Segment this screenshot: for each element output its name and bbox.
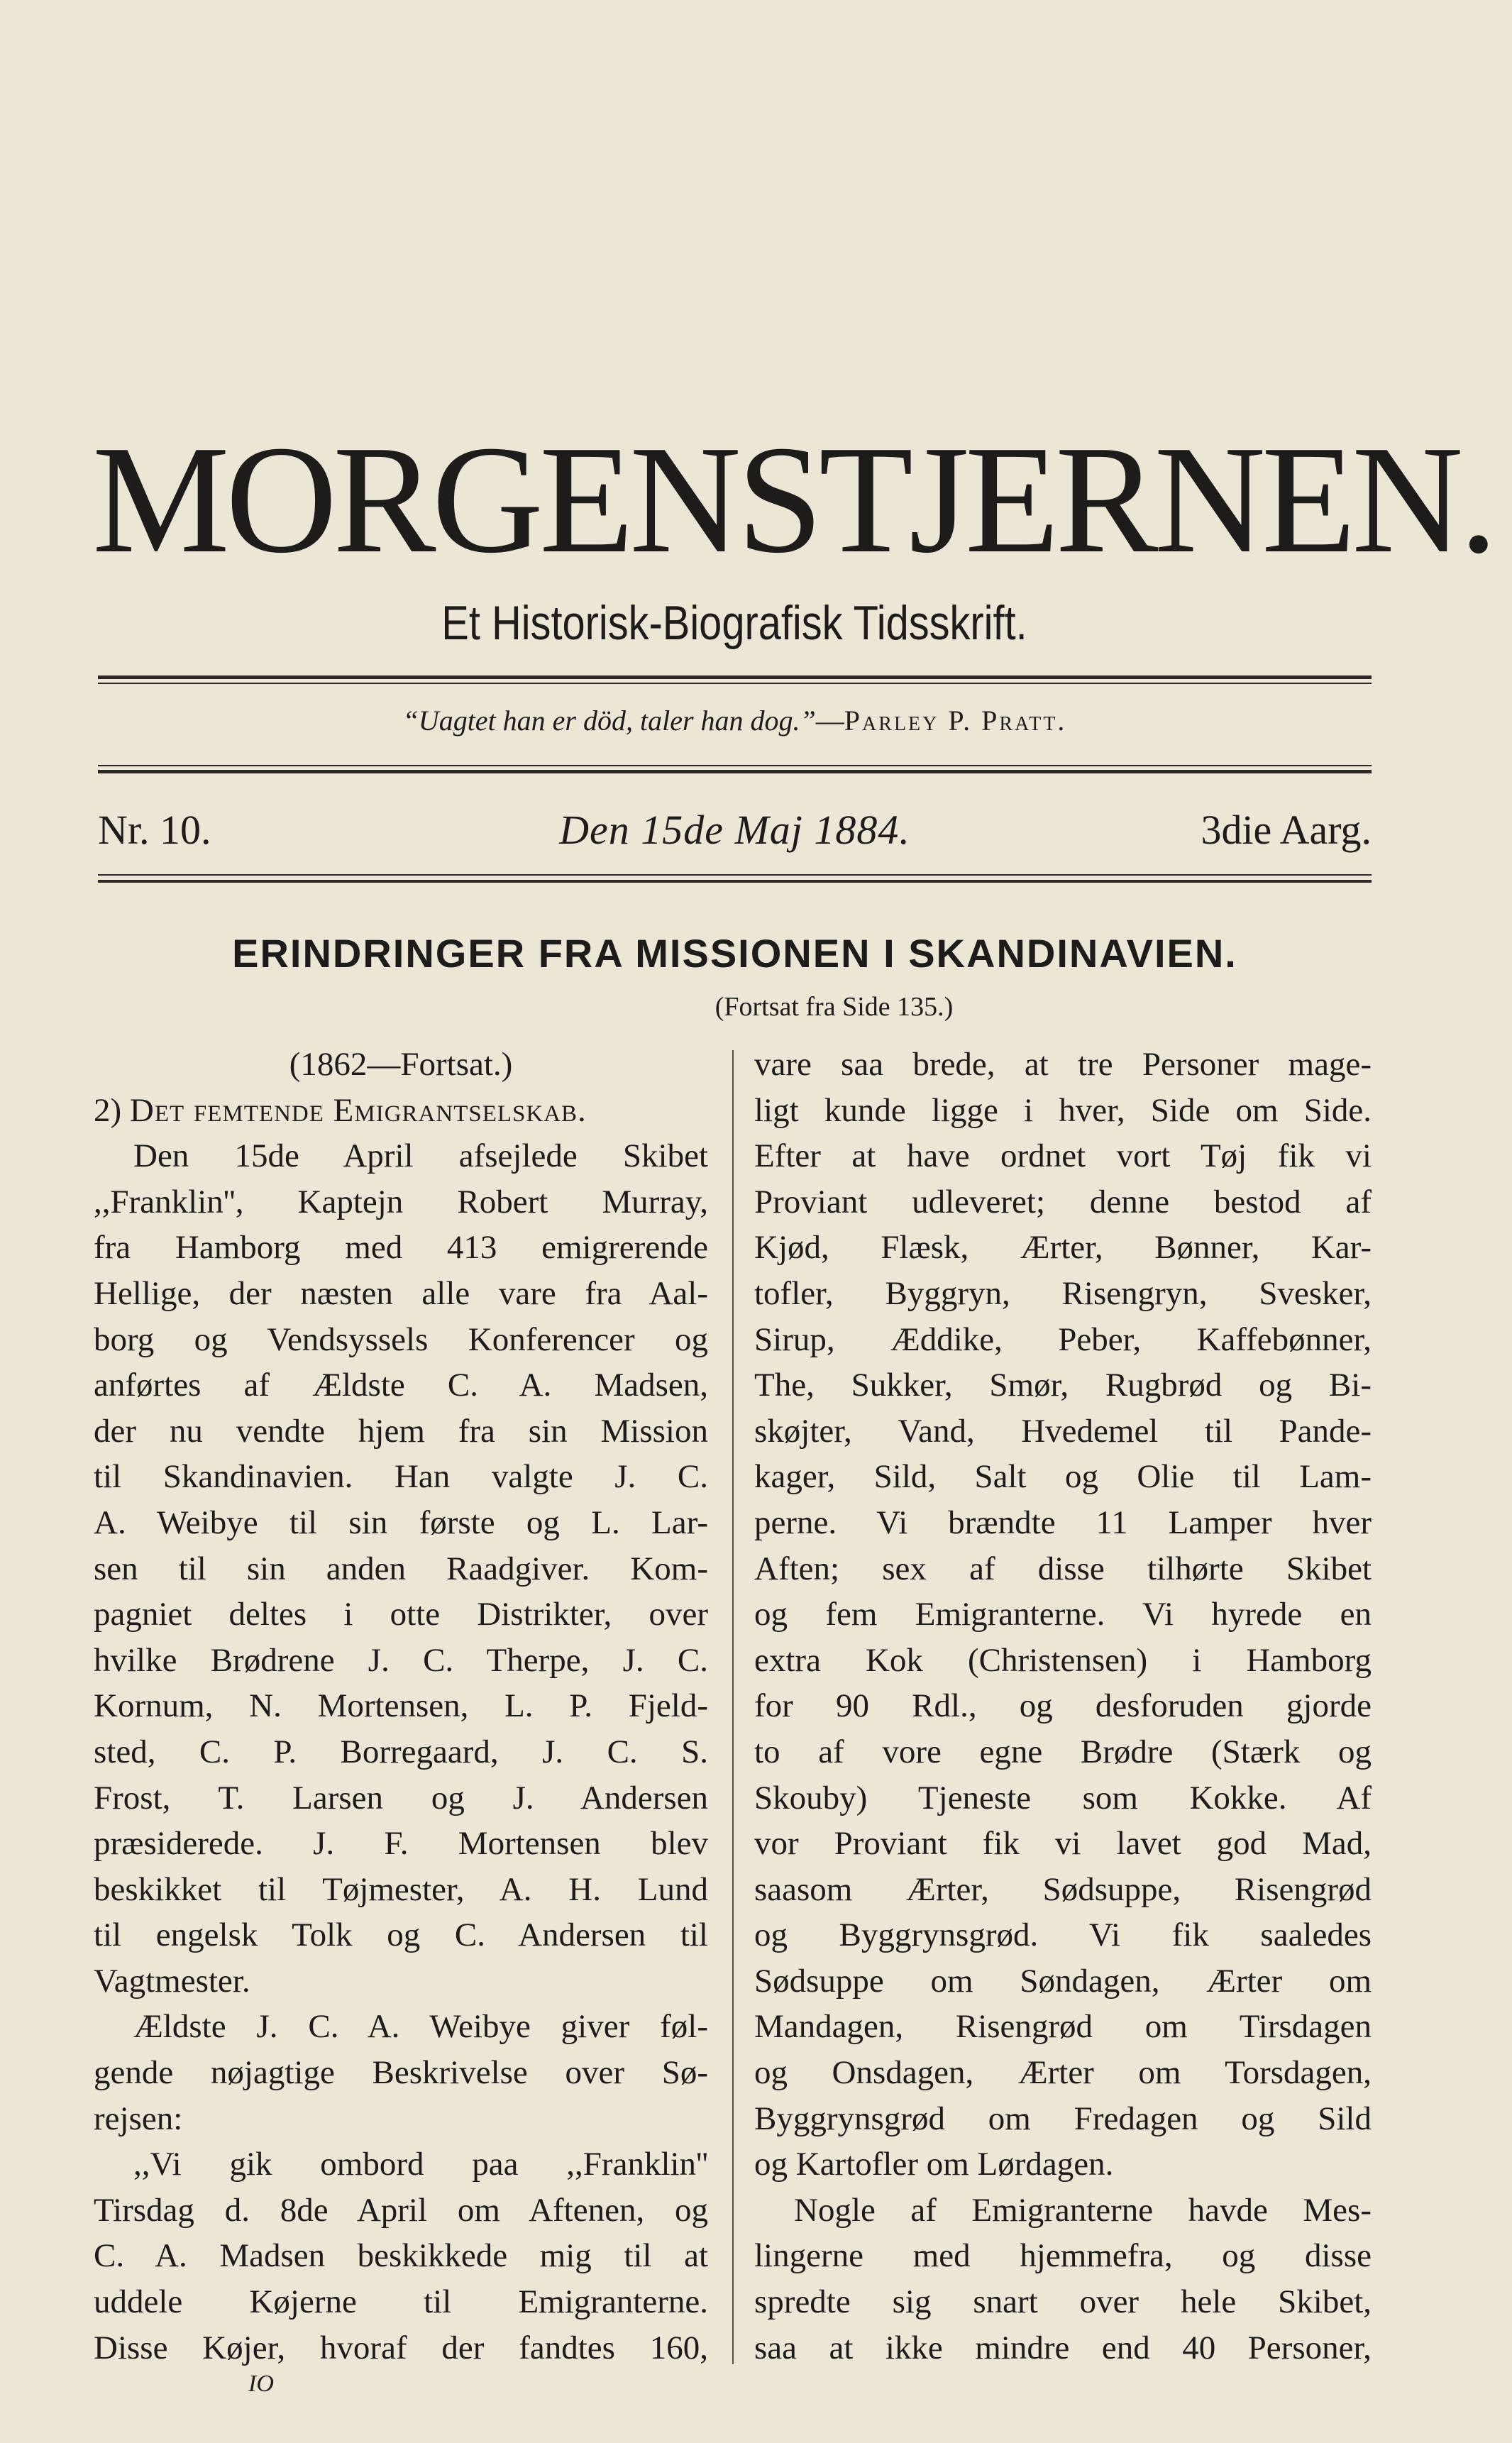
issue-row [98, 802, 1372, 859]
text-line: og Kartofler om Lørdagen. [754, 2146, 1114, 2183]
section-number: 2) [94, 1091, 130, 1129]
rule-mid-thin [98, 765, 1372, 766]
text-line: og Byggrynsgrød. Vi fik saaledes [754, 1917, 1372, 1954]
text-line: for 90 Rdl., og desforuden gjorde [754, 1687, 1372, 1725]
section-title: Det femtende Emigrantselskab. [129, 1091, 587, 1129]
issue-date: Den 15de Maj 1884. [559, 807, 910, 853]
text-line: sen til sin anden Raadgiver. Kom- [94, 1550, 708, 1587]
text-line: The, Sukker, Smør, Rugbrød og Bi- [754, 1367, 1372, 1404]
text-line: Skouby) Tjeneste som Kokke. Af [754, 1779, 1372, 1816]
text-line: anførtes af Ældste C. A. Madsen, [94, 1367, 708, 1404]
text-line: rejsen: [94, 2100, 183, 2137]
text-line: Kjød, Flæsk, Ærter, Bønner, Kar- [754, 1229, 1372, 1267]
text-line: Kornum, N. Mortensen, L. P. Fjeld- [94, 1687, 708, 1725]
text-line: vare saa brede, at tre Personer mage- [754, 1046, 1372, 1083]
text-line: uddele Køjerne til Emigranterne. [94, 2283, 708, 2321]
text-line: tofler, Byggryn, Risengryn, Svesker, [754, 1274, 1372, 1312]
epigraph [98, 702, 1372, 739]
text-line: pagniet deltes i otte Distrikter, over [94, 1596, 708, 1633]
text-line: borg og Vendsyssels Konferencer og [94, 1320, 708, 1358]
signature-mark: IO [248, 2371, 274, 2397]
text-line: saa at ikke mindre end 40 Personer, [754, 2329, 1372, 2366]
masthead-title: MORGENSTJERNEN. [92, 414, 1494, 585]
text-line: beskikket til Tøjmester, A. H. Lund [94, 1870, 708, 1908]
text-line: A. Weibye til sin første og L. Lar- [94, 1504, 708, 1541]
rule-mid-thick [98, 770, 1372, 773]
text-line: Vagtmester. [94, 1962, 250, 2000]
text-line: Tirsdag d. 8de April om Aftenen, og [94, 2191, 708, 2229]
text-line: Ældste J. C. A. Weibye giver føl- [133, 2008, 708, 2046]
text-line: Nogle af Emigranterne havde Mes- [794, 2191, 1372, 2229]
text-line: gende nøjagtige Beskrivelse over Sø- [94, 2054, 708, 2092]
text-line: extra Kok (Christensen) i Hamborg [754, 1641, 1372, 1679]
issue-number: Nr. 10. [98, 807, 211, 853]
article-headline: ERINDRINGER FRA MISSIONEN I SKANDINAVIEN. [232, 931, 1237, 976]
text-line: til engelsk Tolk og C. Andersen til [94, 1917, 708, 1954]
line: (1862—Fortsat.) [289, 1046, 513, 1083]
section-heading [94, 1088, 708, 1134]
left-column [94, 1042, 708, 2371]
text-line: hvilke Brødrene J. C. Therpe, J. C. [94, 1641, 708, 1679]
right-column [754, 1042, 1372, 2371]
text-line: kager, Sild, Salt og Olie til Lam- [754, 1458, 1372, 1496]
text-line: Efter at have ordnet vort Tøj fik vi [754, 1137, 1372, 1175]
text-line: fra Hamborg med 413 emigrerende [94, 1229, 708, 1267]
continued-note: (Fortsat fra Side 135.) [714, 992, 954, 1022]
rule-top-thick [98, 675, 1372, 679]
text-line: perne. Vi brændte 11 Lamper hver [754, 1504, 1372, 1541]
epigraph-author: Parley P. Pratt. [844, 705, 1067, 737]
rule-issue-thick [98, 880, 1372, 883]
text-line: spredte sig snart over hele Skibet, [754, 2283, 1372, 2321]
text-line: Proviant udleveret; denne bestod af [754, 1183, 1372, 1220]
text-line: saasom Ærter, Sødsuppe, Risengrød [754, 1870, 1372, 1908]
text-line: og fem Emigranterne. Vi hyrede en [754, 1596, 1372, 1633]
text-line: Hellige, der næsten alle vare fra Aal- [94, 1274, 708, 1312]
masthead-subtitle: Et Historisk-Biografisk Tidsskrift. [441, 596, 1027, 650]
text-line: Sødsuppe om Søndagen, Ærter om [754, 1962, 1372, 2000]
text-line: ,,Franklin'', Kaptejn Robert Murray, [94, 1183, 708, 1220]
text-line: to af vore egne Brødre (Stærk og [754, 1733, 1372, 1770]
text-line: Mandagen, Risengrød om Tirsdagen [754, 2008, 1372, 2046]
text-line: sted, C. P. Borregaard, J. C. S. [94, 1733, 708, 1770]
text-line: ,,Vi gik ombord paa ,,Franklin'' [133, 2146, 708, 2183]
text-line: Frost, T. Larsen og J. Andersen [94, 1779, 708, 1816]
text-line: Sirup, Æddike, Peber, Kaffebønner, [754, 1320, 1372, 1358]
text-line: lingerne med hjemmefra, og disse [754, 2237, 1372, 2275]
text-line: Byggrynsgrød om Fredagen og Sild [754, 2100, 1372, 2137]
text-line: Aften; sex af disse tilhørte Skibet [754, 1550, 1372, 1587]
text-line: Den 15de April afsejlede Skibet [133, 1137, 708, 1175]
text-line: C. A. Madsen beskikkede mig til at [94, 2237, 708, 2275]
issue-volume: 3die Aarg. [1201, 807, 1372, 853]
column-divider [732, 1050, 734, 2364]
epigraph-dash: — [815, 705, 844, 737]
text-line: og Onsdagen, Ærter om Torsdagen, [754, 2054, 1372, 2092]
text-line: præsiderede. J. F. Mortensen blev [94, 1825, 708, 1863]
text-line: til Skandinavien. Han valgte J. C. [94, 1458, 708, 1496]
text-line: vor Proviant fik vi lavet god Mad, [754, 1825, 1372, 1863]
text-line: Disse Køjer, hvoraf der fandtes 160, [94, 2329, 708, 2366]
text-line: der nu vendte hjem fra sin Mission [94, 1412, 708, 1450]
text-line: ligt kunde ligge i hver, Side om Side. [754, 1091, 1372, 1129]
epigraph-quote: “Uagtet han er död, taler han dog.” [402, 705, 816, 737]
text-line: skøjter, Vand, Hvedemel til Pande- [754, 1412, 1372, 1450]
rule-top-thin [98, 683, 1372, 684]
rule-issue-thin [98, 874, 1372, 876]
